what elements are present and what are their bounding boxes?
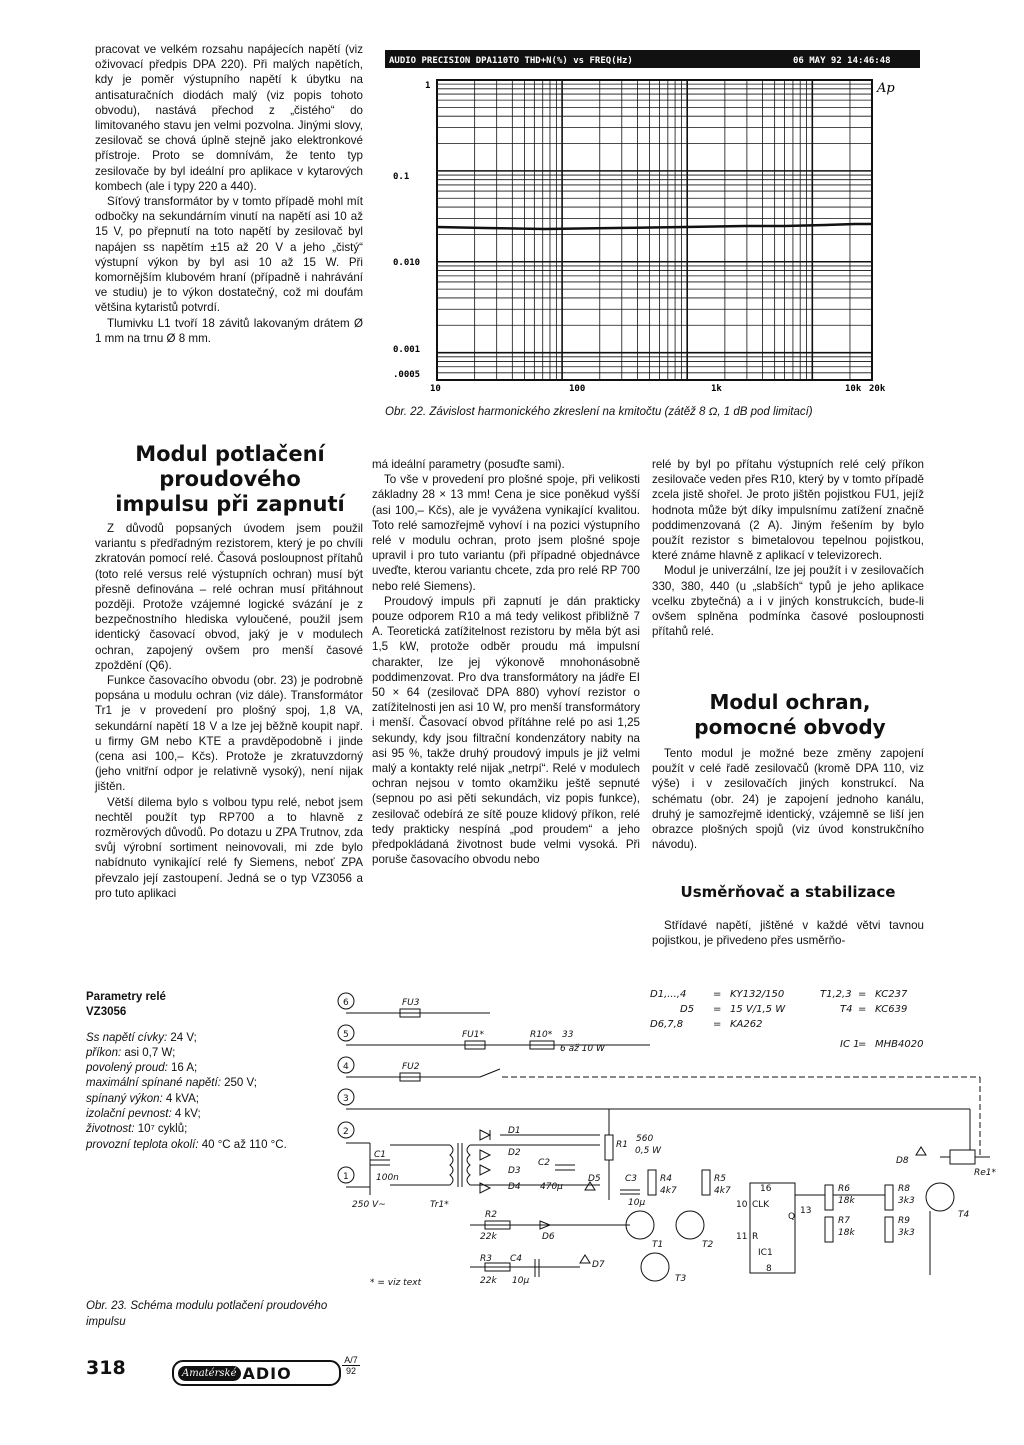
relay-row: příkon: asi 0,7 W; [86, 1046, 176, 1059]
col1-top-text [95, 42, 363, 346]
relay-row: životnost: 10⁷ cyklů; [86, 1123, 188, 1136]
paragraph: Tlumivku L1 tvoří 18 závitů lakovaným drátem Ø 1 mm na trnu Ø 8 mm. [95, 316, 363, 345]
label-q13: 13 [800, 1206, 812, 1216]
label-r9v: 3k3 [898, 1228, 915, 1238]
label-d6: D6 [542, 1232, 555, 1242]
label-p11: 11 [736, 1232, 748, 1242]
relay-row: izolační pevnost: 4 kV; [86, 1108, 201, 1121]
paragraph: Z důvodů popsaných úvodem jsem použil variantu s předřadným rezistorem, který je po chvíli zkratován pomocí relé. Časová posloupnost přítahů (toto relé versus relé výstupních ochran) musí být přesně definována – relé ochran musí přitáhnout později. Protože vzájemné logické svázání je z bezpečnostního hlediska vyloučené, použil jsem identický časovací obvod, jaký je v modulech ochran, zapojený ovšem pro menší časové zpoždění (Q6). [95, 522, 363, 672]
paragraph: pracovat ve velkém rozsahu napájecích napětí (viz oživovací předpis DPA 220). Při malých napětích, kdy je poměr výstupního napětí k úbytku na antisaturačních diodách malý (viz popis tohoto obvodu), nastává přechod z „čistého“ do limitovaného stavu jen velmi pozvolna. Jinými slovy, zesilovač se chová úplně stejně jako elektronkové přístroje. Proto se domnívám, že tento typ zesilovače by byl ideální pro aplikace v kytarových kombech (ale i typy 220 a 440). [95, 43, 363, 193]
label-d7: D7 [592, 1260, 605, 1270]
thd-graph [385, 50, 920, 398]
label-t1: T1 [652, 1240, 664, 1250]
col2-text [372, 457, 640, 867]
part-ref: IC 1 [840, 1039, 860, 1050]
label-r8: R8 [898, 1184, 910, 1194]
label-r10w: 6 až 10 W [560, 1044, 605, 1054]
part-ref: T4 [840, 1004, 853, 1015]
label-ic1: IC1 [758, 1248, 773, 1258]
part-val: KC639 [875, 1004, 908, 1015]
label-c2: C2 [538, 1158, 551, 1168]
graph-caption-text: Závislost harmonického zkreslení na kmitočtu (zátěž 8 Ω, 1 dB pod limitací) [429, 406, 813, 418]
page-number: 318 [86, 1357, 126, 1379]
y-label: .0005 [393, 370, 421, 380]
relay-row: povolený proud: 16 A; [86, 1062, 198, 1075]
schematic-svg [330, 985, 1010, 1285]
logo-script: Amatérské [178, 1366, 241, 1381]
schematic-caption: Obr. 23. Schéma modulu potlačení proudového impulsu [86, 1300, 328, 1328]
terminal-label: 5 [343, 1030, 349, 1040]
paragraph: Modul je univerzální, lze jej použít i v zesilovačích 330, 380, 440 (u „slabších“ typů je jeho aplikace vcelku zbytečná) a i v jiných konstrukcích, bude-li ovšem splněna podmínka časové posloupnosti přítahů relé. [652, 564, 924, 639]
label-r3: R3 [480, 1254, 492, 1264]
part-eq: = [858, 1039, 867, 1050]
label-r1w: 0,5 W [635, 1146, 662, 1156]
label-fu3: FU3 [402, 998, 420, 1008]
col3-mid-text [652, 746, 924, 852]
paragraph: Větší dilema bylo s volbou typu relé, nebot jsem nechtěl použít typ RP700 a to hlavně z rozměrových důvodů. Po dotazu u ZPA Trutnov, zda svůj výrobní sortiment neinovovali, mi zde bylo nabídnuto vynikající relé fy Siemens, neboť ZPA převzalo její zastoupení. Jedná se o typ VZ3056 a pro tuto aplikaci [95, 795, 363, 900]
part-eq: = [858, 1004, 867, 1015]
part-eq: = [713, 989, 722, 1000]
issue-top: A/7 [342, 1355, 360, 1366]
label-r3v: 22k [480, 1276, 497, 1285]
label-r10v: 33 [562, 1030, 574, 1040]
ap-logo: Ap [877, 81, 895, 96]
label-r4v: 4k7 [660, 1186, 677, 1196]
graph-header: AUDIO PRECISION DPA110TO THD+N(%) vs FREQ(Hz) [389, 56, 633, 66]
label-re1: Re1* [974, 1168, 997, 1178]
label-r1: R1 [616, 1140, 628, 1150]
label-d1: D1 [508, 1126, 521, 1136]
terminal-label: 1 [343, 1172, 349, 1182]
part-ref: D6,7,8 [650, 1019, 684, 1030]
relay-box-subtitle: VZ3056 [86, 1006, 127, 1019]
issue-bottom: 92 [345, 1366, 356, 1376]
relay-row: provozní teplota okolí: 40 °C až 110 °C. [86, 1138, 287, 1151]
part-val: KA262 [730, 1019, 763, 1030]
x-label: 20k [869, 384, 886, 394]
label-d4: D4 [508, 1182, 521, 1192]
x-label: 100 [569, 384, 586, 394]
graph-date: 06 MAY 92 14:46:48 [793, 56, 891, 66]
label-t4: T4 [958, 1210, 970, 1220]
part-val: KY132/150 [730, 989, 785, 1000]
y-label: 1 [425, 81, 431, 91]
relay-row: Ss napětí cívky: 24 V; [86, 1031, 197, 1044]
relay-row: maximální spínané napětí: 250 V; [86, 1077, 257, 1090]
x-label: 10k [845, 384, 862, 394]
paragraph: má ideální parametry (posuďte sami). [372, 458, 565, 471]
part-eq: = [713, 1004, 722, 1015]
y-label: 0.010 [393, 258, 421, 268]
paragraph: To vše v provedení pro plošné spoje, při velikosti základny 28 × 13 mm! Cena je sice poněkud vyšší (asi 100,– Kčs), ale je vyvážena vynikající kvalitou. Toto relé samozřejmě vyhoví i na pozici výstupního relé v modulu ochran, proto jsem plošné spoje upravil i pro tuto variantu (při případné objednávce uveďte, kterou variantu chcete, zda pro relé RP 700 nebo relé Siemens). [372, 473, 640, 593]
label-p10: 10 [736, 1200, 748, 1210]
label-fu1: FU1* [462, 1030, 484, 1040]
y-label: 0.001 [393, 345, 421, 355]
label-d5: D5 [588, 1174, 601, 1184]
label-250v: 250 V~ [352, 1200, 386, 1210]
part-ref: T1,2,3 [820, 989, 852, 1000]
paragraph: Střídavé napětí, jištěné v každé větvi tavnou pojistkou, je přivedeno přes usměrňo- [652, 919, 924, 948]
label-r1v: 560 [636, 1134, 654, 1144]
label-r6v: 18k [838, 1196, 855, 1206]
part-val: 15 V/1,5 W [730, 1004, 786, 1015]
relay-box-title: Parametry relé [86, 991, 166, 1003]
y-label: 0.1 [393, 172, 410, 182]
terminal-label: 3 [343, 1094, 349, 1104]
part-val: KC237 [875, 989, 908, 1000]
label-r2: R2 [485, 1210, 497, 1220]
label-q: Q [788, 1212, 796, 1222]
label-r5: R5 [714, 1174, 726, 1184]
logo-radio: ADIO [242, 1363, 292, 1383]
label-star-note: * = viz text [370, 1278, 422, 1285]
label-tr1: Tr1* [430, 1200, 449, 1210]
graph-caption [385, 406, 985, 418]
issue-number [342, 1355, 360, 1376]
paragraph: Funkce časovacího obvodu (obr. 23) je podrobně popsána u modulu ochran (viz dále). Transformátor Tr1 je v provedení pro plošný spoj, 1,8 VA, sekundární napětí 18 V a lze jej běžně koupit např. u firmy GM nebo KTE a pravděpodobně i jinde (cena asi 100,– Kčs). Protože je zkratuvzdorný (jeho vnitřní odpor je relativně vysoký), není nijak jištěn. [95, 674, 363, 794]
schematic-diagram [330, 985, 1010, 1285]
label-r7v: 18k [838, 1228, 855, 1238]
label-r7: R7 [838, 1216, 850, 1226]
label-c3: C3 [625, 1174, 638, 1184]
label-clk: CLK [752, 1200, 770, 1210]
part-ref: D5 [680, 1004, 695, 1015]
thd-graph-svg [385, 50, 920, 398]
heading-rectifier: Usměrňovač a stabilizace [680, 883, 896, 901]
col3-bot-text [652, 918, 924, 948]
label-fu2: FU2 [402, 1062, 420, 1072]
label-c1: C1 [374, 1150, 387, 1160]
label-c1v: 100n [376, 1173, 399, 1183]
label-c2v: 470μ [540, 1182, 563, 1192]
label-c4: C4 [510, 1254, 523, 1264]
paragraph: Tento modul je možné beze změny zapojení použít v celé řadě zesilovačů (kromě DPA 110, viz výše) i v zesilovačích jiných konstrukcí. Na schématu (obr. 24) je zapojení jednoho kanálu, druhý je samozřejmě identický, vzájemně se liší jen obrazce plošných spojů (viz úvod konstrukčního návodu). [652, 747, 924, 852]
x-label: 1k [711, 384, 722, 394]
terminal-label: 6 [343, 998, 349, 1008]
label-r8v: 3k3 [898, 1196, 915, 1206]
paragraph: Proudový impuls při zapnutí je dán prakticky pouze odporem R10 a má tedy velikost přibližně 7 A. Teoretická zatížitelnost rezistoru by měla být asi 1,5 kW, protože odběr proudu má impulsní charakter, lze jej výkonově mnohonásobně poddimenzovat. Pro dva transformátory na jádře EI 50 × 64 (zesilovač DPA 880) vyhoví rezistor o zatížitelnosti jen asi 10 W, pro menší transformátory i menší. Časovací obvod přítáhne relé po asi 1,25 sekundy, kdy jsou filtrační kondenzátory nabity na asi 95 %, takže druhý proudový impuls je již velmi malý a kontakty relé nijak „netrpí“. Relé v modulech ochran nejsou v tomto okamžiku ještě sepnuté (sepnou po asi pěti sekundách, viz popis funkce), zesilovač odebírá ze sítě pouze klidový příkon, relé tedy prakticky nespíná „pod proudem“ a jeho předpokládaná životnost bude velmi vysoká. Při poruše časovacího obvodu nebo [372, 594, 640, 867]
label-r9: R9 [898, 1216, 910, 1226]
x-label: 10 [430, 384, 441, 394]
part-ref: D1,...,4 [650, 989, 687, 1000]
label-r2v: 22k [480, 1232, 497, 1242]
part-eq: = [713, 1019, 722, 1030]
label-t2: T2 [702, 1240, 714, 1250]
heading-surge-module: Modul potlačení proudového impulsu při zapnutí [115, 442, 345, 516]
col3-top-text [652, 457, 924, 639]
label-c3v: 10μ [628, 1198, 646, 1208]
label-r: R [752, 1232, 759, 1242]
part-val: MHB4020 [875, 1039, 924, 1050]
label-t3: T3 [675, 1274, 687, 1284]
label-r5v: 4k7 [714, 1186, 731, 1196]
paragraph: relé by byl po přítahu výstupních relé celý příkon zesilovače veden přes R10, který by v tomto případě zcela jistě shořel. Je proto jištěn pojistkou FU1, jejíž hodnota může být díky impulsnímu zatížení značně poddimenzovaná (2 A). Jiným řešením by bylo použít rezistor s bimetalovou tepelnou pojistkou, které známe hlavně z aplikací v televizorech. [652, 458, 924, 563]
heading-protection-module: Modul ochran, pomocné obvody [694, 690, 886, 739]
graph-caption-num: Obr. 22. [385, 406, 427, 418]
relay-params-box [86, 990, 321, 1153]
label-r6: R6 [838, 1184, 850, 1194]
col1-mid-text [95, 521, 363, 901]
label-c4v: 10μ [512, 1276, 530, 1285]
label-d3: D3 [508, 1166, 521, 1176]
label-p8: 8 [766, 1264, 772, 1274]
relay-row: spínaný výkon: 4 kVA; [86, 1092, 199, 1105]
label-p16: 16 [760, 1184, 772, 1194]
magazine-logo [172, 1360, 341, 1386]
label-d8: D8 [896, 1156, 909, 1166]
label-r10: R10* [530, 1030, 553, 1040]
paragraph: Síťový transformátor by v tomto případě mohl mít odbočky na sekundárním vinutí na napětí asi 10 až 15 V, po přepnutí na toto napětí by zesilovač byl napájen ss napětím ±15 až 20 V a jeho „čistý“ výstupní výkon by byl asi 10 až 15 W. Při komornějším klubovém hraní (případně i nahrávání ve studiu) je to výkon dostatečný, což mi doufám většina kytaristů potvrdí. [95, 195, 363, 315]
label-r4: R4 [660, 1174, 672, 1184]
terminal-label: 2 [343, 1127, 349, 1137]
terminal-label: 4 [343, 1062, 349, 1072]
label-d2: D2 [508, 1148, 521, 1158]
part-eq: = [858, 989, 867, 1000]
